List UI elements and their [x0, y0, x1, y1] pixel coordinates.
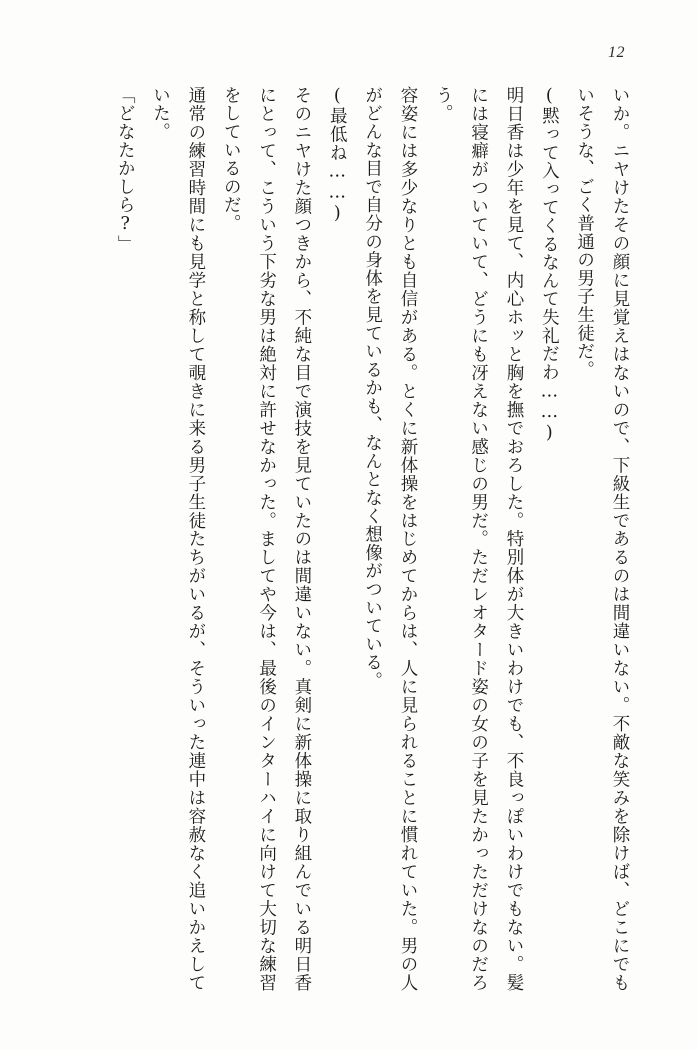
- paragraph: 通常の練習時間にも見学と称して覗きに来る男子生徒たちがいるが、そういった連中は容赦なく追いかえしていた。: [150, 86, 206, 992]
- page-number: 12: [608, 44, 625, 61]
- paragraph: いか。ニヤけたその顔に見覚えはないので、下級生であるのは間違いない。不敵な笑みを除けば、どこにでもいそうな、ごく普通の男子生徒だ。: [574, 86, 630, 992]
- paragraph: 「どなたかしら?」: [115, 86, 136, 254]
- paragraph: そのニヤけた顔つきから、不純な目で演技を見ていたのは間違いない。真剣に新体操に取り組んでいる明日香にとって、こういう下劣な男は絶対に許せなかった。ましてや今は、最後のインターハイに向けて大切な練習をしているのだ。: [221, 86, 312, 992]
- paragraph: 容姿には多少なりとも自信がある。とくに新体操をはじめてからは、人に見られることに慣れていた。男の人がどんな目で自分の身体を見ているかも、なんとなく想像がついている。: [362, 86, 418, 992]
- paragraph: (黙って入ってくるなんて失礼だわ……): [539, 86, 560, 444]
- body-text-block: [60, 86, 637, 992]
- paragraph: 明日香は少年を見て、内心ホッと胸を撫でおろした。特別体が大きいわけでも、不良っぽいわけでもない。髪には寝癖がついていて、どうにも冴えない感じの男だ。ただレオタード姿の女の子を見たかっただけなのだろう。: [433, 86, 524, 992]
- paragraph: (最低ね……): [327, 86, 348, 225]
